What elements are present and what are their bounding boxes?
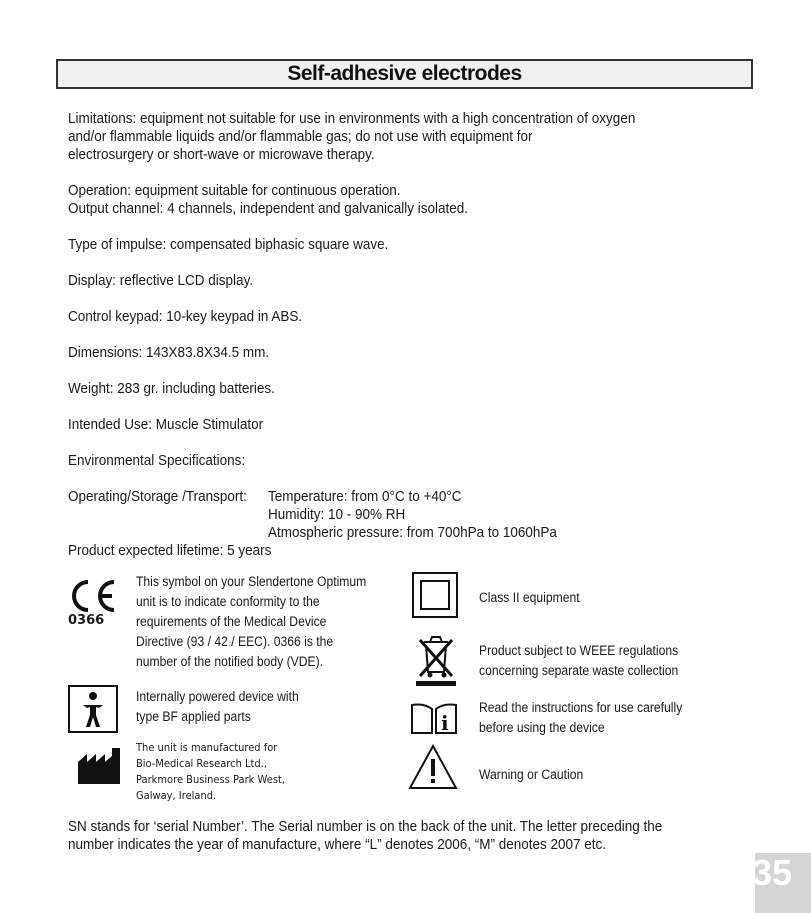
weee-text-line-1: Product subject to WEEE regulations	[479, 643, 679, 658]
ce-number: 0366	[68, 613, 105, 628]
ce-text-line-4: Directive (93 / 42 / EEC). 0366 is the	[136, 634, 334, 649]
instructions-text-line-1: Read the instructions for use carefully	[479, 700, 683, 715]
ce-text-line-5: number of the notified body (VDE).	[136, 654, 324, 669]
operating-label: Operating/Storage /Transport:	[68, 488, 247, 505]
ce-mark-icon	[64, 576, 120, 630]
weee-text-line-2: concerning separate waste collection	[479, 663, 679, 678]
class-ii-icon	[412, 572, 458, 623]
bf-text-line-2: type BF applied parts	[136, 709, 251, 724]
manufacturer-line-2: Bio-Medical Research Ltd.,	[136, 757, 267, 770]
class-ii-label: Class II equipment	[479, 590, 580, 605]
warning-label: Warning or Caution	[479, 767, 584, 782]
display-spec: Display: reflective LCD display.	[68, 272, 254, 289]
manufacturer-line-1: The unit is manufactured for	[136, 741, 278, 754]
ce-text-line-2: unit is to indicate conformity to the	[136, 594, 320, 609]
humidity-spec: Humidity: 10 - 90% RH	[268, 506, 406, 523]
operation-line-1: Operation: equipment suitable for continuous operation.	[68, 182, 401, 199]
intended-use: Intended Use: Muscle Stimulator	[68, 416, 264, 433]
keypad-spec: Control keypad: 10-key keypad in ABS.	[68, 308, 303, 325]
serial-note-line-2: number indicates the year of manufacture, where “L” denotes 2006, “M” denotes 2007 etc.	[68, 836, 607, 853]
ce-text-line-3: requirements of the Medical Device	[136, 614, 327, 629]
manufacturer-line-4: Galway, Ireland.	[136, 789, 217, 802]
bf-text-line-1: Internally powered device with	[136, 689, 299, 704]
limitations-line-3: electrosurgery or short-wave or microwave therapy.	[68, 146, 375, 163]
limitations-line-1: Limitations: equipment not suitable for use in environments with a high concentration of oxygen	[68, 110, 636, 127]
serial-note-line-1: SN stands for ‘serial Number’. The Serial number is on the back of the unit. The letter preceding the	[68, 818, 663, 835]
manufacturer-line-3: Parkmore Business Park West,	[136, 773, 286, 786]
instructions-book-icon	[410, 701, 458, 740]
ce-text-line-1: This symbol on your Slendertone Optimum	[136, 574, 367, 589]
svg-text:i: i	[441, 711, 449, 735]
page-number: 35	[752, 852, 793, 893]
weight-spec: Weight: 283 gr. including batteries.	[68, 380, 275, 397]
weee-bin-icon	[414, 630, 458, 693]
manufacturer-icon	[78, 748, 120, 789]
bf-applied-part-icon	[68, 685, 118, 738]
warning-triangle-icon	[408, 744, 458, 795]
operation-line-2: Output channel: 4 channels, independent and galvanically isolated.	[68, 200, 469, 217]
dimensions-spec: Dimensions: 143X83.8X34.5 mm.	[68, 344, 270, 361]
limitations-line-2: and/or flammable liquids and/or flammable gas; do not use with equipment for	[68, 128, 533, 145]
page-title: Self-adhesive electrodes	[56, 59, 753, 89]
instructions-text-line-2: before using the device	[479, 720, 605, 735]
lifetime-spec: Product expected lifetime: 5 years	[68, 542, 272, 559]
temperature-spec: Temperature: from 0°C to +40°C	[268, 488, 462, 505]
env-spec-heading: Environmental Specifications:	[68, 452, 246, 469]
impulse-spec: Type of impulse: compensated biphasic square wave.	[68, 236, 389, 253]
pressure-spec: Atmospheric pressure: from 700hPa to 1060hPa	[268, 524, 557, 541]
